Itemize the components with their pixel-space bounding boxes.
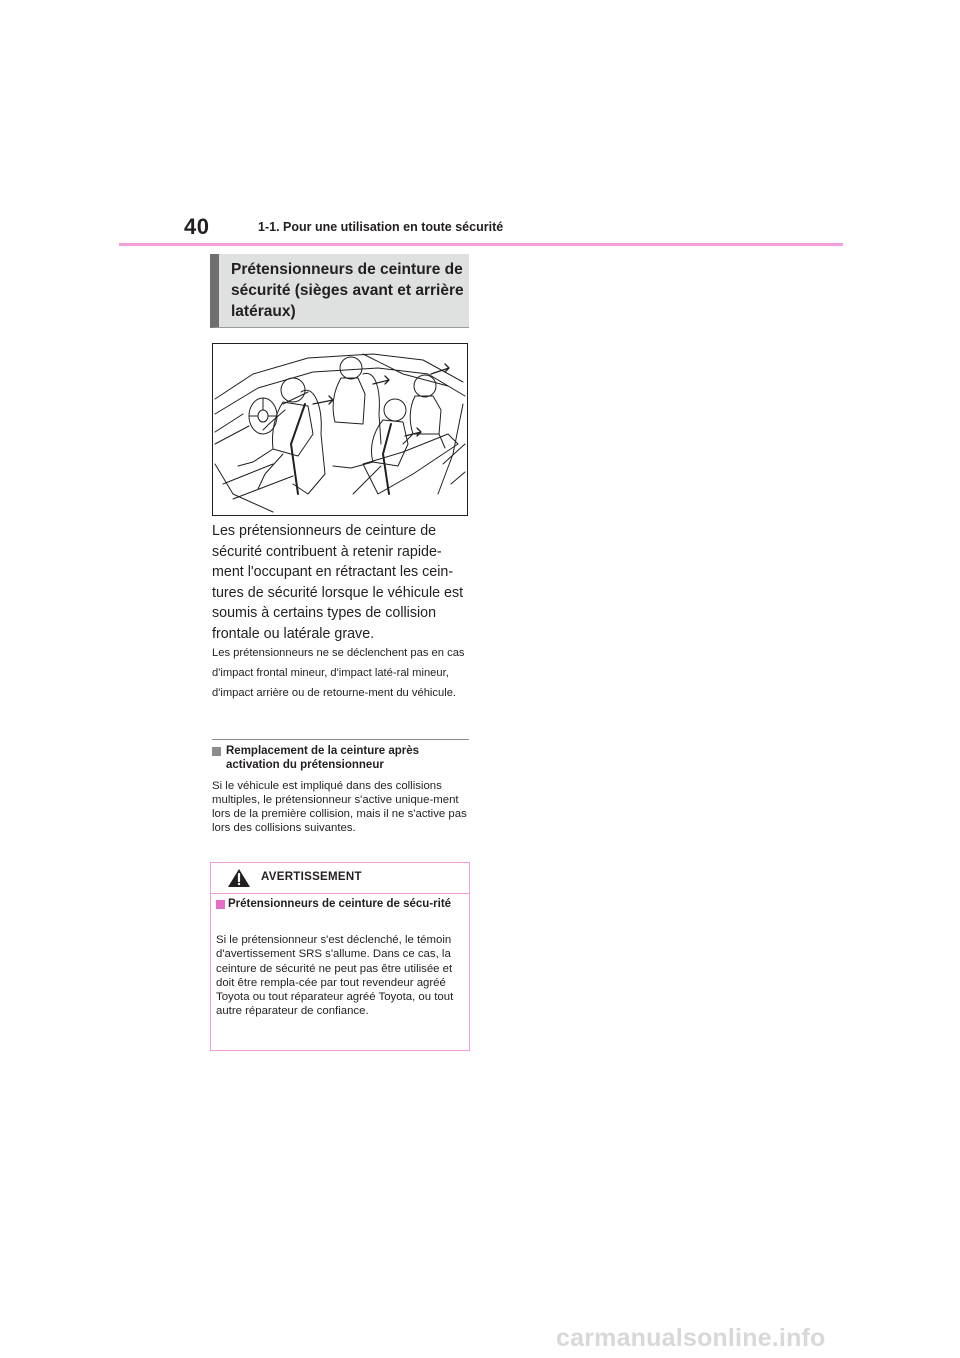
seatbelt-pretensioner-illustration — [212, 343, 468, 516]
section-title: Prétensionneurs de ceinture de sécurité (sièges avant et arrière latéraux) — [231, 261, 464, 320]
intro-paragraph: Les prétensionneurs de ceinture de sécurité contribuent à retenir rapide-ment l'occupant en rétractant les cein-tures de sécurité lorsque le véhicule est soumis à certains types de collision frontale ou latérale grave. — [212, 523, 464, 642]
bullet-square-icon — [212, 747, 221, 756]
section-divider — [212, 739, 469, 740]
warning-title: AVERTISSEMENT — [261, 871, 362, 883]
header-rule — [119, 243, 843, 246]
replacement-heading-text: Remplacement de la ceinture après activation du prétensionneur — [226, 745, 420, 771]
watermark: carmanualsonline.info — [556, 1324, 826, 1352]
warning-triangle-icon — [227, 868, 251, 888]
page-number: 40 — [184, 214, 210, 239]
running-head: 1-1. Pour une utilisation en toute sécurité — [258, 220, 504, 234]
warning-heading — [216, 897, 466, 911]
bullet-square-icon — [216, 900, 225, 909]
note-paragraph: Les prétensionneurs ne se déclenchent pas en cas d'impact frontal mineur, d'impact laté-ral mineur, d'impact arrière ou de retourne-ment du véhicule. — [212, 647, 465, 699]
warning-paragraph: Si le prétensionneur s'est déclenché, le témoin d'avertissement SRS s'allume. Dans ce cas, la ceinture de sécurité ne peut pas être utilisée et doit être rempla-cée par tout revendeur agréé Toyota ou tout réparateur agréé Toyota, ou tout autre réparateur de confiance. — [216, 934, 454, 1018]
replacement-paragraph: Si le véhicule est impliqué dans des collisions multiples, le prétensionneur s'active unique-ment lors de la première collision, mais il ne s'active pas lors des collisions suivantes. — [212, 780, 467, 834]
warning-header — [211, 863, 469, 894]
replacement-heading — [212, 744, 470, 772]
section-heading-box — [210, 254, 469, 328]
warning-box — [210, 862, 470, 1051]
warning-heading-text: Prétensionneurs de ceinture de sécu-rité — [228, 898, 452, 910]
